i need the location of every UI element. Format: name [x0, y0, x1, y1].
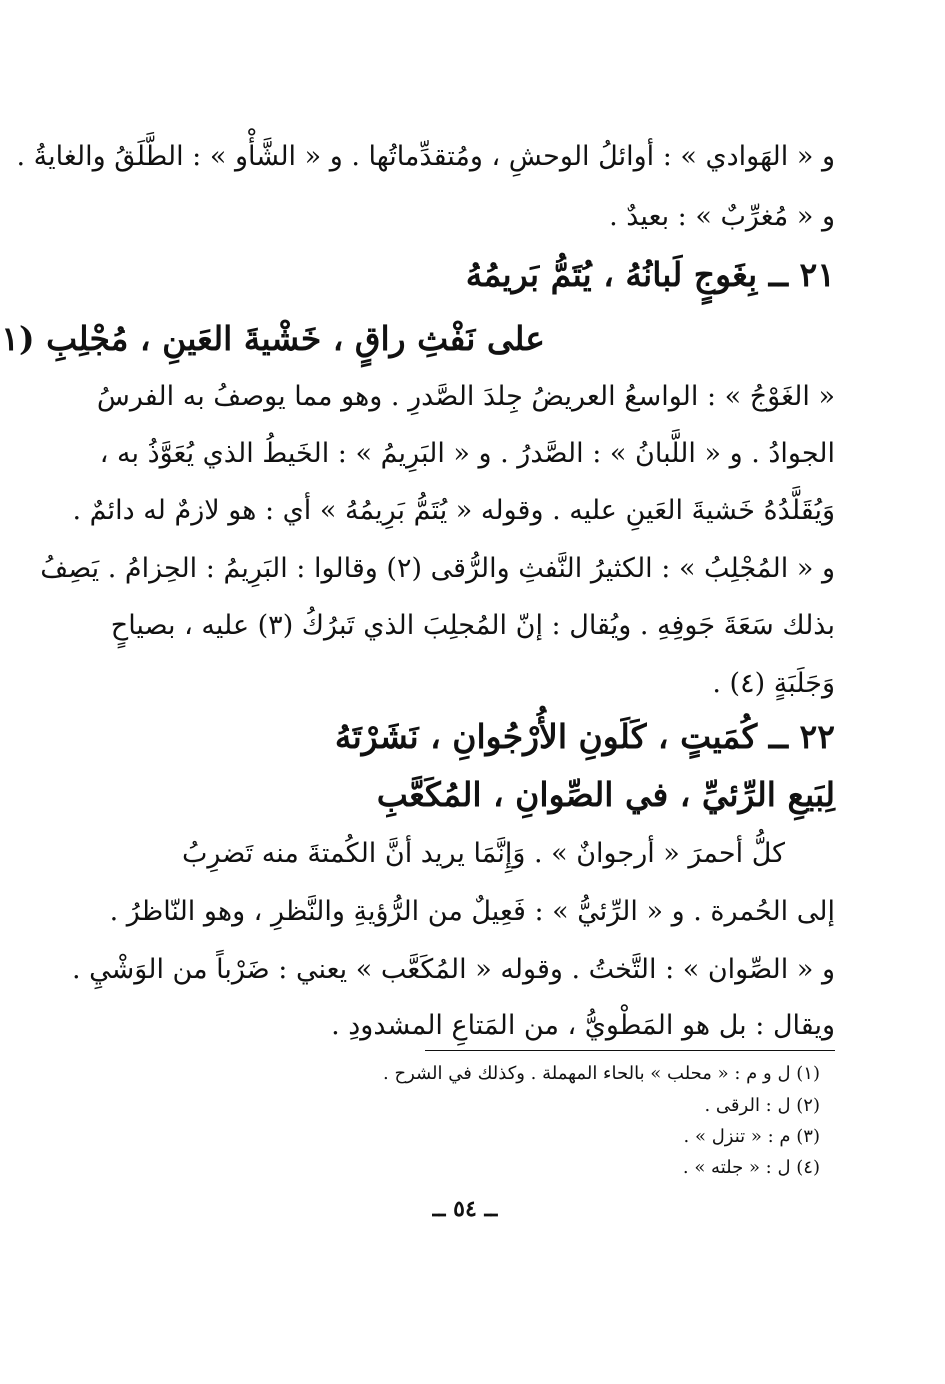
verse-22-line-1: ٢٢ ــ كُمَيتٍ ، كَلَونِ الأُرْجُوانِ ، نَشَرْتَهُ [334, 717, 835, 756]
footnote-3: (٣) م : « تنزل » . [683, 1126, 820, 1147]
text-line-11: و « الصِّوان » : التَّختُ . وقوله « المُكَعَّب » يعني : ضَرْباً من الوَشْيِ . [72, 954, 835, 985]
text-line-1: و « الهَوادي » : أوائلُ الوحشِ ، ومُتقدِّماتُها . و « الشَّأْو » : الطَّلَقُ والغايةُ . [16, 141, 835, 172]
text-line-12: ويقال : بل هو المَطْويُّ ، من المَتاعِ المشدودِ . [331, 1010, 835, 1041]
verse-22-line-2: لِبَيعِ الرِّئيِّ ، في الصِّوانِ ، المُكَعَّبِ [376, 775, 835, 814]
text-line-9: كلُّ أحمرَ « أرجوانٌ » . وَإِنَّمَا يريد أنَّ الكُمتةَ منه تَضرِبُ [181, 838, 785, 869]
footnote-rule [425, 1050, 835, 1051]
text-line-4: الجوادُ . و « اللَّبانُ » : الصَّدرُ . و « البَرِيمُ » : الخَيطُ الذي يُعَوَّذُ به ، [99, 438, 835, 469]
verse-21-line-2: على نَفْثِ راقٍ ، خَشْيةَ العَينِ ، مُجْلِبِ (١ [1, 319, 545, 358]
text-line-7: بذلك سَعَةَ جَوفِهِ . ويُقال : إنّ المُجلِبَ الذي تَبرُكُ (٣) عليه ، بصياحٍ [110, 610, 835, 641]
footnote-1: (١) ل و م : « محلب » بالحاء المهملة . وكذلك في الشرح . [383, 1063, 820, 1084]
text-line-5: وَيُقَلَّدُهُ خَشيةَ العَينِ عليه . وقوله « يُتَمُّ بَرِيمُهُ » أي : هو لازمٌ له دائمٌ . [72, 495, 835, 526]
text-line-3: « الغَوْجُ » : الواسعُ العريضُ جِلدَ الصَّدرِ . وهو مما يوصفُ به الفرسُ [96, 381, 835, 412]
footnote-2: (٢) ل : الرقى . [704, 1095, 820, 1116]
footnote-4: (٤) ل : « جلته » . [682, 1157, 820, 1178]
text-line-10: إلى الحُمرة . و « الرِّئيُّ » : فَعِيلٌ من الرُّؤيةِ والنَّظرِ ، وهو النّاظرُ . [109, 896, 835, 927]
text-line-2: و « مُغرِّبٌ » : بعيدٌ . [609, 201, 835, 232]
page-number: ــ ٥٤ ــ [432, 1196, 498, 1222]
verse-21-line-1: ٢١ ــ بِغَوجٍ لَبانُهُ ، يُتَمُّ بَريمُهُ [465, 255, 835, 294]
text-line-6: و « المُجْلِبُ » : الكثيرُ النَّفثِ والرُّقى (٢) وقالوا : البَرِيمُ : الحِزامُ . يَصِفُ [40, 553, 835, 584]
text-line-8: وَجَلَبَةٍ (٤) . [712, 668, 835, 699]
